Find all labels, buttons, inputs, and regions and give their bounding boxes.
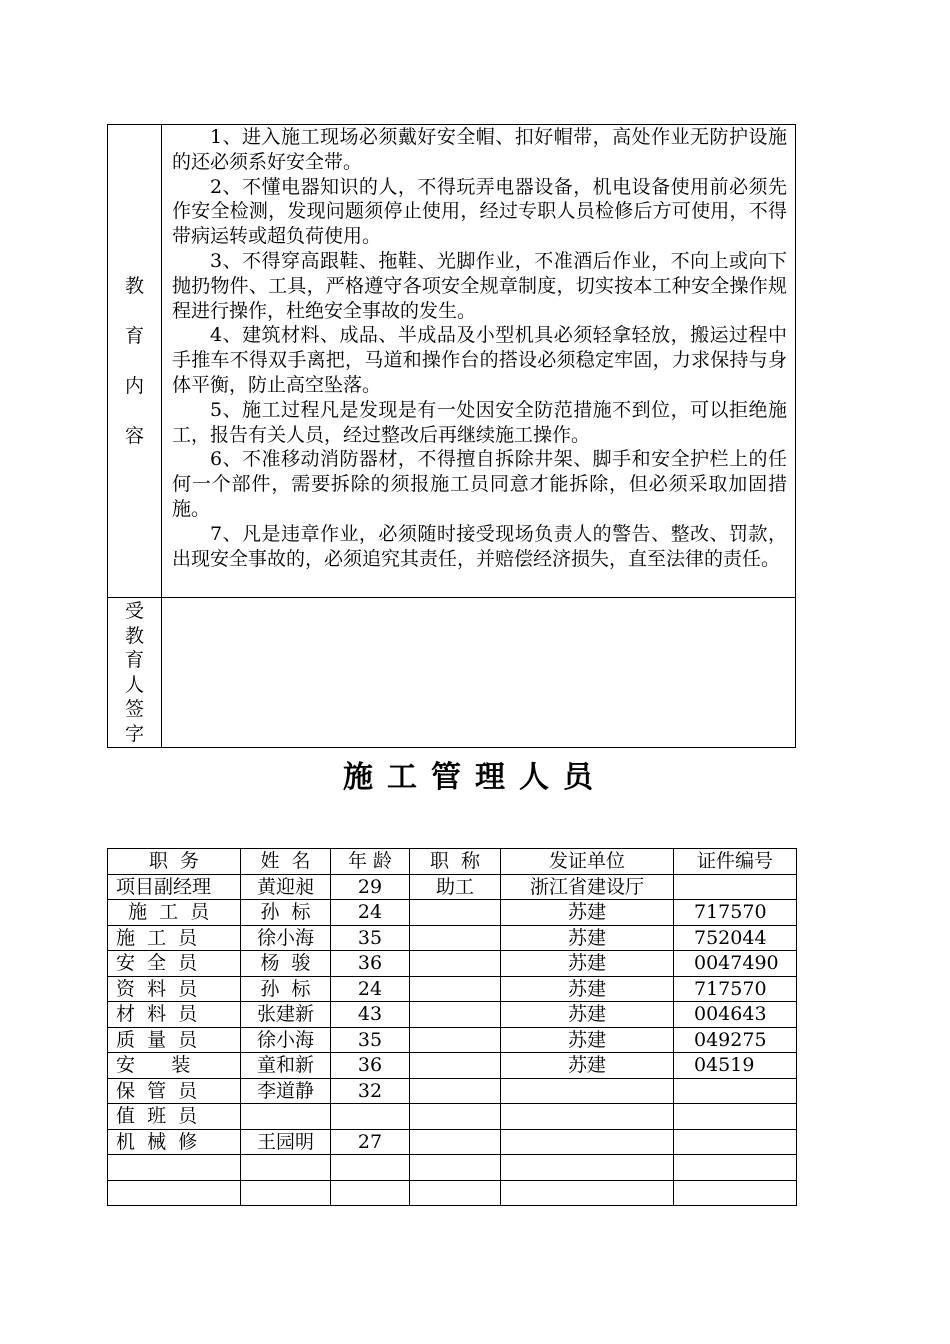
table-row [108,1053,797,1079]
cell-role: 资 料 员 [108,976,241,1002]
table-row [108,1129,797,1155]
header-name: 姓 名 [241,849,331,875]
cell-role: 保 管 员 [108,1078,241,1104]
rule-item-6: 6、不准移动消防器材，不得擅自拆除井架、脚手和安全护栏上的任何一个部件，需要拆除的须报施工员同意才能拆除，但必须采取加固措施。 [172,448,787,520]
label-char: 内 [124,375,144,397]
header-issuer: 发证单位 [501,849,674,875]
signature-field[interactable] [162,598,796,748]
cell-issuer [501,1180,674,1206]
label-char: 育 [124,649,144,671]
cell-name: 童和新 [241,1053,331,1079]
cell-title [410,951,501,977]
table-row [108,900,797,926]
cell-name: 徐小海 [241,925,331,951]
label-char: 人 [124,673,144,696]
cell-cert: 752044 [674,925,797,951]
cell-age [331,1155,410,1181]
cell-name: 孙 标 [241,900,331,926]
cell-issuer [501,1104,674,1130]
cell-cert: 717570 [674,976,797,1002]
staff-body [108,874,797,1206]
label-char: 签 [124,698,144,720]
management-staff-table [107,848,797,1206]
table-row [108,1002,797,1028]
safety-education-table [107,124,796,748]
cell-issuer: 浙江省建设厅 [501,874,674,900]
table-header-row [108,849,797,875]
cell-role [108,1155,241,1181]
cell-name [241,1180,331,1206]
cell-title [410,925,501,951]
cell-age [331,1104,410,1130]
cell-name [241,1104,331,1130]
signature-label [108,598,162,748]
cell-title [410,1129,501,1155]
cell-name: 王园明 [241,1129,331,1155]
cell-age: 43 [331,1002,410,1028]
label-char: 受 [124,600,144,622]
cell-cert [674,1129,797,1155]
cell-age: 24 [331,900,410,926]
cell-issuer [501,1129,674,1155]
cell-name [241,1155,331,1181]
table-row [108,1027,797,1053]
cell-role: 安 全 员 [108,951,241,977]
cell-role: 施 工 员 [108,900,241,926]
table-row [108,874,797,900]
cell-issuer: 苏建 [501,976,674,1002]
cell-role: 安 装 [108,1053,241,1079]
rule-item-5: 5、施工过程凡是发现是有一处因安全防范措施不到位，可以拒绝施工，报告有关人员，经过整改后再继续施工操作。 [172,398,787,446]
cell-issuer [501,1155,674,1181]
cell-title [410,1078,501,1104]
cell-name: 孙 标 [241,976,331,1002]
cell-issuer [501,1078,674,1104]
label-char: 字 [124,722,144,745]
cell-title [410,1027,501,1053]
cell-title [410,1053,501,1079]
label-char: 教 [124,624,144,647]
cell-issuer: 苏建 [501,951,674,977]
education-content-row [108,125,796,598]
table-row [108,925,797,951]
cell-role: 值 班 员 [108,1104,241,1130]
cell-cert: 004643 [674,1002,797,1028]
cell-issuer: 苏建 [501,900,674,926]
table-row [108,976,797,1002]
cell-role: 材 料 员 [108,1002,241,1028]
rule-item-2: 2、不懂电器知识的人，不得玩弄电器设备，机电设备使用前必须先作安全检测，发现问题须停止使用，经过专职人员检修后方可使用，不得带病运转或超负荷使用。 [172,175,787,248]
cell-age: 24 [331,976,410,1002]
cell-title: 助工 [410,874,501,900]
header-role: 职 务 [108,849,241,875]
cell-role [108,1180,241,1206]
cell-role: 施 工 员 [108,925,241,951]
label-char: 育 [124,325,144,347]
cell-name: 李道静 [241,1078,331,1104]
cell-cert [674,1104,797,1130]
cell-name: 杨 骏 [241,951,331,977]
cell-cert: 04519 [674,1053,797,1079]
cell-name: 徐小海 [241,1027,331,1053]
cell-title [410,900,501,926]
rule-item-4: 4、建筑材料、成品、半成品及小型机具必须轻拿轻放，搬运过程中手推车不得双手离把，马道和操作台的搭设必须稳定牢固，力求保持与身体平衡，防止高空坠落。 [172,324,787,396]
cell-age: 35 [331,1027,410,1053]
table-row [108,1078,797,1104]
table-row [108,1180,797,1206]
cell-issuer: 苏建 [501,1053,674,1079]
cell-name: 黄迎昶 [241,874,331,900]
cell-age: 36 [331,1053,410,1079]
cell-age: 29 [331,874,410,900]
cell-title [410,1002,501,1028]
cell-age [331,1180,410,1206]
label-char: 教 [124,275,144,297]
cell-cert [674,1155,797,1181]
table-row [108,951,797,977]
header-age: 年 龄 [331,849,410,875]
header-cert: 证件编号 [674,849,797,875]
label-char: 容 [124,425,144,447]
cell-title [410,1104,501,1130]
table-row [108,1104,797,1130]
management-title: 施工管理人员 [343,760,607,795]
cell-issuer: 苏建 [501,925,674,951]
cell-issuer: 苏建 [501,1027,674,1053]
cell-role: 质 量 员 [108,1027,241,1053]
cell-role: 机 械 修 [108,1129,241,1155]
cell-age: 35 [331,925,410,951]
cell-title [410,976,501,1002]
cell-name: 张建新 [241,1002,331,1028]
cell-cert: 0047490 [674,951,797,977]
rule-item-3: 3、不得穿高跟鞋、拖鞋、光脚作业，不准酒后作业，不向上或向下抛扔物件、工具，严格遵守各项安全规章制度，切实按本工种安全操作规程进行操作，杜绝安全事故的发生。 [172,249,787,322]
cell-age: 32 [331,1078,410,1104]
signature-row [108,598,796,748]
rule-item-7: 7、凡是违章作业，必须随时接受现场负责人的警告、整改、罚款，出现安全事故的，必须追究其责任，并赔偿经济损失，直至法律的责任。 [172,522,787,570]
cell-title [410,1155,501,1181]
education-content-label [108,125,162,598]
education-content [162,125,796,598]
cell-issuer: 苏建 [501,1002,674,1028]
header-title: 职 称 [410,849,501,875]
cell-cert: 717570 [674,900,797,926]
cell-cert [674,874,797,900]
cell-role: 项目副经理 [108,874,241,900]
cell-title [410,1180,501,1206]
cell-cert: 049275 [674,1027,797,1053]
cell-cert [674,1078,797,1104]
cell-age: 36 [331,951,410,977]
cell-cert [674,1180,797,1206]
table-row [108,1155,797,1181]
rule-item-1: 1、进入施工现场必须戴好安全帽、扣好帽带，高处作业无防护设施的还必须系好安全带。 [172,126,787,173]
cell-age: 27 [331,1129,410,1155]
